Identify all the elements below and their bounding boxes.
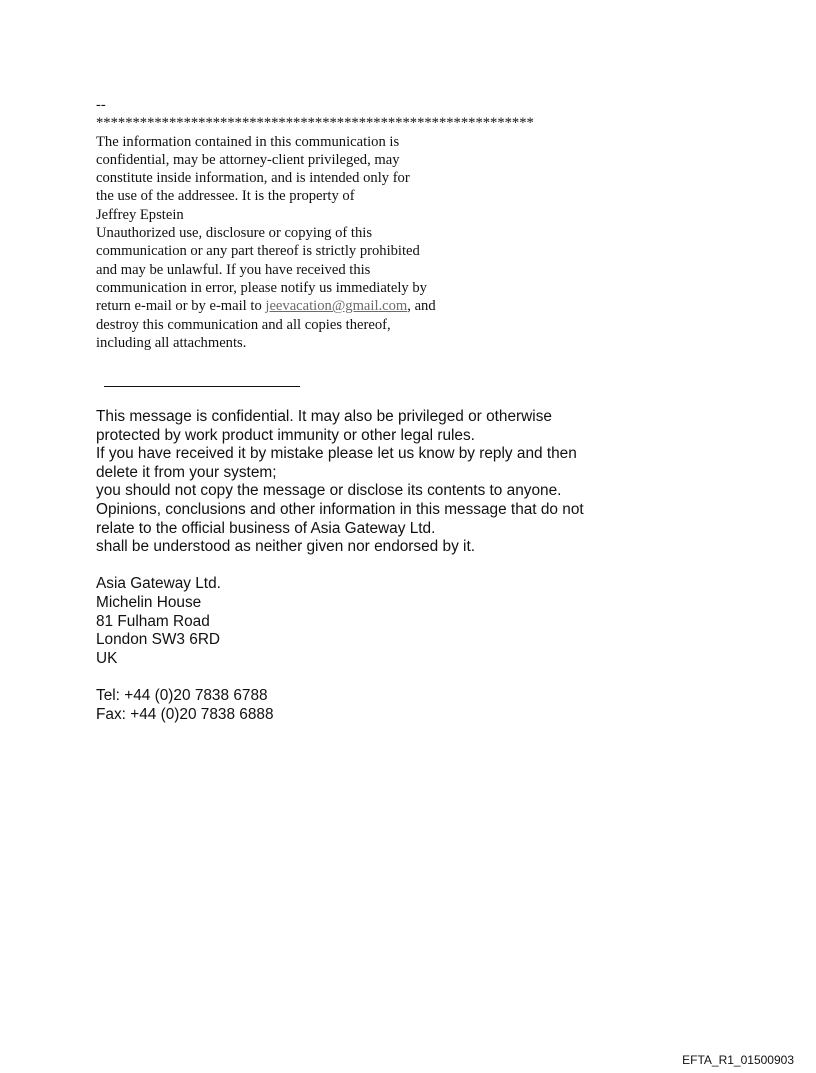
notice-line: Jeffrey Epstein <box>96 206 184 223</box>
disclaimer-line: If you have received it by mistake please let us know by reply and then <box>96 445 577 463</box>
notice-line: communication or any part thereof is strictly prohibited <box>96 243 420 260</box>
notice-line: destroy this communication and all copies thereof, <box>96 316 391 333</box>
notice-line: confidential, may be attorney-client privileged, may <box>96 151 400 168</box>
company-name: Asia Gateway Ltd. <box>96 575 221 593</box>
notice-email-line <box>96 297 656 315</box>
blank-line <box>96 557 736 576</box>
fax-number: Fax: +44 (0)20 7838 6888 <box>96 705 274 723</box>
disclaimer-line: Opinions, conclusions and other information in this message that do not <box>96 500 584 518</box>
confidentiality-notice <box>96 96 656 352</box>
disclaimer-line: delete it from your system; <box>96 463 277 481</box>
disclaimer-and-address <box>96 408 736 724</box>
disclaimer-line: relate to the official business of Asia Gateway Ltd. <box>96 519 436 537</box>
horizontal-divider <box>104 386 300 387</box>
asterisk-divider: ************************************************************ <box>96 115 534 132</box>
disclaimer-line: protected by work product immunity or other legal rules. <box>96 426 475 444</box>
telephone-number: Tel: +44 (0)20 7838 6788 <box>96 686 268 704</box>
address-street: 81 Fulham Road <box>96 612 210 630</box>
email-line-suffix: , and <box>407 298 436 315</box>
address-building: Michelin House <box>96 593 202 611</box>
disclaimer-line: This message is confidential. It may also be privileged or otherwise <box>96 408 552 425</box>
notice-line: Unauthorized use, disclosure or copying of this <box>96 225 373 242</box>
notice-line: communication in error, please notify us immediately by <box>96 279 427 296</box>
address-country: UK <box>96 649 118 667</box>
notice-line: including all attachments. <box>96 334 247 351</box>
blank-line <box>96 668 736 687</box>
address-city: London SW3 6RD <box>96 631 221 649</box>
email-line-prefix: return e-mail or by e-mail to <box>96 298 266 315</box>
document-id: EFTA_R1_01500903 <box>682 1053 794 1067</box>
signature-separator: -- <box>96 97 106 113</box>
email-link[interactable]: jeevacation@gmail.com <box>265 298 408 315</box>
notice-line: the use of the addressee. It is the property of <box>96 188 355 205</box>
notice-line: and may be unlawful. If you have received this <box>96 261 371 278</box>
notice-line: constitute inside information, and is intended only for <box>96 170 410 187</box>
notice-line: The information contained in this communication is <box>96 133 400 150</box>
disclaimer-line: you should not copy the message or disclose its contents to anyone. <box>96 482 562 500</box>
disclaimer-line: shall be understood as neither given nor endorsed by it. <box>96 538 476 556</box>
